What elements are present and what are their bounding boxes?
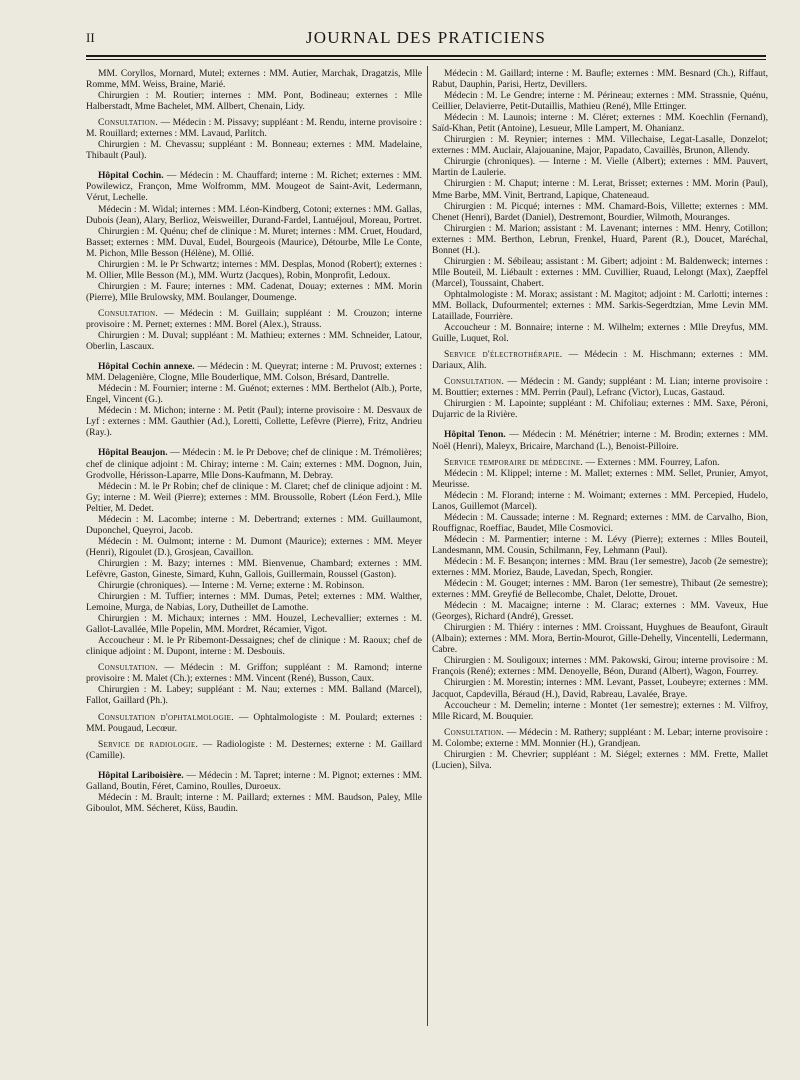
entry-text: Accoucheur : M. Bonnaire; interne : M. Wilhelm; externes : Mlle Dreyfus, MM. Guille, Luquet, Rol. [432, 322, 768, 345]
hospital-entry [86, 361, 422, 383]
entry-text: Chirurgien : M. Thiéry : internes : MM. Croissant, Huyghues de Beaufont, Girault (Albain); externes : MM. Mora, Bertin-Mourot, Gille-Dehelly, Vincentelli, Ledermann, Cabre. [432, 622, 768, 656]
page-header [86, 28, 766, 52]
hospital-name: Hôpital Lariboisière. [98, 769, 184, 781]
hospital-entry [86, 170, 422, 203]
hospital-name: Hôpital Cochin. [98, 170, 164, 182]
hospital-entry [86, 447, 422, 480]
entry-text: — Médecin : M. Chauffard; interne : M. Richet; externes : MM. Powilewicz, Françon, Mme Wolfromm, MM. Mougeot de Saint-Avit, Ledermann, Vérut, Lechelle. [86, 170, 422, 204]
entry-text: Médecin : M. F. Besançon; internes : MM. Brau (1er semestre), Jacob (2e semestre); externes : MM. Moriez, Baude, Lavedan, Spech, Rongier. [432, 555, 768, 579]
staff-entry [432, 468, 768, 490]
service-entry [86, 739, 422, 761]
right-column [432, 68, 768, 771]
staff-entry [86, 226, 422, 259]
entry-text: — Médecin : M. Griffon; suppléant : M. Ramond; interne provisoire : M. Malet (Ch.); externes : MM. Vincent (René), Busson, Caux. [86, 662, 422, 685]
header-rule-thin [86, 59, 766, 60]
staff-entry [432, 655, 768, 677]
entry-text: Chirurgien : M. Routier; internes : MM. Pont, Bodineau; externes : Mlle Halberstadt, Mme Bachelet, MM. Allbert, Chenain, Lidy. [86, 90, 422, 113]
staff-entry [86, 591, 422, 613]
entry-text: — Médecin : M. Rathery; suppléant : M. Lebar; interne provisoire : M. Colombe; externe : MM. Monnier (H.), Grandjean. [432, 726, 768, 749]
staff-entry [432, 322, 768, 344]
service-entry [432, 376, 768, 398]
entry-text: Médecin : M. Launois; interne : M. Cléret; externes : MM. Koechlin (Fernand), Saïd-Khan, Petit (Antoine), Lesueur, Mlle Lampert, M. Ohanianz. [432, 112, 768, 135]
staff-entry [432, 156, 768, 178]
service-heading: Consultation. [98, 662, 159, 674]
staff-entry [86, 330, 422, 352]
staff-entry [432, 90, 768, 112]
staff-entry [432, 289, 768, 322]
service-entry [432, 457, 768, 468]
staff-entry [432, 68, 768, 90]
entry-text: Chirurgien : M. Chevrier; suppléant : M. Siégel; externes : MM. Frette, Mallet (Lucien), Silva. [432, 748, 768, 771]
hospital-entry [432, 429, 768, 451]
entry-text: Chirurgien : M. Duval; suppléant : M. Mathieu; externes : MM. Schneider, Latour, Oberlin, Lascaux. [86, 330, 422, 353]
staff-entry [86, 635, 422, 657]
entry-text: Médecin : M. Michon; interne : M. Petit (Paul); interne provisoire : M. Desvaux de Lyf : externes : MM. Gauthier (Ad.), Loretti, Collette, Lefèvre (Pierre), Fritz, Andrieu (Ray.). [86, 405, 422, 439]
service-entry [86, 662, 422, 684]
staff-entry [432, 556, 768, 578]
staff-entry [86, 68, 422, 90]
staff-entry [432, 622, 768, 655]
entry-text: Chirurgien : M. Sébileau; assistant : M. Gibert; adjoint : M. Baldenweck; internes : Mlle Bouteil, M. Liébault : externes : MM. Cuvillier, Ruaud, Lelongt (Max), Zaepffel (Marcel), Toussaint, Chabert. [432, 255, 768, 289]
service-entry [432, 349, 768, 371]
staff-entry [86, 281, 422, 303]
entry-text: Chirurgien : M. Quénu; chef de clinique : M. Muret; internes : MM. Cruet, Houdard, Basset; externes : MM. Duval, Eudel, Bourgeois (Maurice), Détourbe, Mlle Le Conte, M. Pichon, Mlle Besson (Hélène), M. Ollié. [86, 225, 422, 259]
staff-entry [432, 512, 768, 534]
service-heading: Service de radiologie. [98, 738, 199, 750]
entry-text: — Médecin : M. Ménétrier; interne : M. Brodin; externes : MM. Noël (Henri), Maleyx, Bricaire, Marchand (L.), Benoist-Pilloire. [432, 429, 768, 452]
service-entry [86, 308, 422, 330]
entry-text: Médecin : M. Caussade; interne : M. Regnard; externes : MM. de Carvalho, Bion, Rouffignac, Roeffiac, Baudet, Mlle Cosmovici. [432, 511, 768, 534]
entry-text: Médecin : M. Fournier; interne : M. Guénot; externes : MM. Berthelot (Alb.), Porte, Engel, Vincent (G.). [86, 383, 422, 406]
entry-text: — Radiologiste : M. Desternes; externe : M. Gaillard (Camille). [86, 738, 423, 761]
staff-entry [86, 139, 422, 161]
service-heading: Consultation. [98, 117, 159, 129]
staff-entry [86, 383, 422, 405]
hospital-name: Hôpital Tenon. [444, 429, 506, 441]
entry-text: Chirurgien : M. Michaux; internes : MM. Houzel, Lechevallier; externes : M. Gallot-Lavallée, Mlle Popelin, MM. Mordret, Récamier, Vigot. [86, 613, 422, 636]
entry-text: Chirurgien : M. Chevassu; suppléant : M. Bonneau; externes : MM. Madelaine, Thibault (Paul). [86, 139, 422, 162]
entry-text: Médecin : M. Brault; interne : M. Paillard; externes : MM. Baudson, Paley, Mlle Giboulot, MM. Sécheret, Küss, Baudin. [86, 791, 422, 814]
staff-entry [432, 134, 768, 156]
entry-text: — Ophtalmologiste : M. Poulard; externes : MM. Pougaud, Lecœur. [86, 711, 423, 734]
entry-text: Chirurgien : M. Picqué; internes : MM. Chamard-Bois, Villette; externes : MM. Chenet (Henri), Bardet (Daniel), Destremont, Bourdier, Wilmoth, Mouranges. [432, 200, 768, 223]
hospital-name: Hôpital Cochin annexe. [98, 361, 195, 373]
staff-entry [86, 580, 422, 591]
entry-text: Médecin : M. Florand; interne : M. Woimant; externes : MM. Percepied, Hudelo, Lanos, Guillemot (Marcel). [432, 489, 768, 512]
entry-text: Chirurgien : M. Bazy; internes : MM. Bienvenue, Chambard; externes : MM. Lefèvre, Gaston, Gineste, Simard, Kuhn, Gallois, Guillermain, Roussel (Gaston). [86, 557, 422, 580]
staff-entry [86, 558, 422, 580]
staff-entry [86, 405, 422, 438]
entry-text: Chirurgie (chroniques). — Interne : M. Verne; externe : M. Robinson. [98, 580, 365, 592]
service-heading: Consultation. [98, 307, 159, 319]
entry-text: Médecin : M. Widal; internes : MM. Léon-Kindberg, Cotoni; externes : MM. Gallas, Dubois (Jean), Alary, Berlioz, Weisweiller, Durand-Fardel, Lantuéjoul, Moreau, Portret. [86, 203, 422, 226]
entry-text: Chirurgie (chroniques). — Interne : M. Vielle (Albert); externes : MM. Pauvert, Martin de Laulerie. [432, 156, 768, 179]
entry-text: Médecin : M. Le Gendre; interne : M. Périneau; externes : MM. Strassnie, Quénu, Ceillier, Delavierre, Petit-Dutaillis, Mathieu (René), Mlle Ettinger. [432, 90, 768, 113]
service-heading: Consultation d'ophtalmologie. [98, 711, 234, 723]
entry-text: — Médecin : M. le Pr Debove; chef de clinique : M. Trémolières; chef de clinique adjoint : M. Chiray; interne : M. Cain; externes : MM. Dognon, Juin, Grodvolle, Hérisson-Laparre, Mlle Dons-Kaufmann, M. Debray. [86, 447, 422, 481]
entry-text: — Médecin : M. Hischmann; externes : MM. Dariaux, Alih. [432, 349, 768, 372]
staff-entry [432, 201, 768, 223]
staff-entry [432, 534, 768, 556]
staff-entry [86, 514, 422, 536]
entry-text: Médecin : M. Macaigne; interne : M. Clarac; externes : MM. Vaveux, Hue (Georges), Richard (André), Gresset. [432, 600, 768, 623]
entry-text: Chirurgien : M. Labey; suppléant : M. Nau; externes : MM. Balland (Marcel), Fallot, Gaillard (Ph.). [86, 684, 422, 707]
entry-text: — Médecin : M. Gandy; suppléant : M. Lian; interne provisoire : M. Bouttier; externes : MM. Perrin (Paul), Lefranc (Victor), Lucas, Gastaud. [432, 376, 768, 399]
staff-entry [86, 684, 422, 706]
staff-entry [86, 613, 422, 635]
entry-text: Chirurgien : M. Lapointe; suppléant : M. Chifoliau; externes : MM. Saxe, Péroni, Dujarric de la Rivière. [432, 398, 768, 421]
service-heading: Service temporaire de médecine. [444, 456, 584, 468]
entry-text: Chirurgien : M. Faure; internes : MM. Cadenat, Douay; externes : MM. Morin (Pierre), Mlle Brulowsky, MM. Boulanger, Doumenge. [86, 280, 422, 303]
left-column [86, 68, 422, 814]
entry-text: Chirurgien : M. Tuffier; internes : MM. Dumas, Petel; externes : MM. Walther, Lemoine, Murga, de Nabias, Lory, Dutheillet de Lamothe. [86, 591, 422, 614]
entry-text: — Médecin : M. Tapret; interne : M. Pignot; externes : MM. Galland, Boutin, Féret, Camino, Roulles, Duroeux. [86, 769, 422, 792]
staff-entry [432, 223, 768, 256]
staff-entry [432, 112, 768, 134]
staff-entry [432, 398, 768, 420]
entry-text: — Médecin : M. Pissavy; suppléant : M. Rendu, interne provisoire : M. Rouillard; externes : MM. Lavaud, Parlitch. [86, 117, 422, 140]
entry-text: Chirurgien : M. Marion; assistant : M. Lavenant; internes : MM. Henry, Cotillon; externes : MM. Berthon, Lebrun, Frenkel, Huard, Parent (R.), Doucet, Maréchal, Bonnet (H.). [432, 222, 768, 256]
service-heading: Consultation. [444, 726, 505, 738]
entry-text: Médecin : M. Lacombe; interne : M. Debertrand; externes : MM. Guillaumont, Duponchel, Queyroi, Jacob. [86, 513, 422, 536]
entry-text: Chirurgien : M. Morestin; internes : MM. Levant, Passet, Loubeyre; externes : MM. Jacquot, Capdevilla, Béraud (H.), David, Rabreau, Lavalée, Braye. [432, 677, 768, 700]
staff-entry [432, 178, 768, 200]
staff-entry [432, 600, 768, 622]
entry-text: Chirurgien : M. Reynier; internes : MM. Villechaise, Legat-Lasalle, Donzelot; externes : MM. Auclair, Alajouanine, Major, Papadato, Cavaillès, Brunon, Allendy. [432, 134, 768, 157]
service-entry [86, 117, 422, 139]
entry-text: Ophtalmologiste : M. Morax; assistant : M. Magitot; adjoint : M. Carlotti; internes : MM. Bollack, Dufourmentel; externes : MM. Sarkis-Segerdtzian, Mme Levin MM. Lataillade, Fourrière. [432, 288, 768, 323]
service-heading: Service d'électrothérapie. [444, 349, 563, 361]
entry-text: — Externes : MM. Fourrey, Lafon. [583, 456, 720, 468]
service-heading: Consultation. [444, 376, 505, 388]
staff-entry [432, 677, 768, 699]
service-entry [86, 712, 422, 734]
entry-text: — Médecin : M. Queyrat; interne : M. Pruvost; externes : MM. Delagenière, Clogne, Mlle Bouderlique, MM. Colson, Brésard, Dantrelle. [86, 361, 422, 384]
entry-text: MM. Coryllos, Mornard, Mutel; externes : MM. Autier, Marchak, Dragatzis, Mlle Romme, MM. Weiss, Braine, Marié. [86, 68, 422, 91]
entry-text: Chirurgien : M. Chaput; interne : M. Lerat, Brisset; externes : MM. Morin (Paul), Mme Barbe, MM. Vinit, Bertrand, Lapique, Chateneaud. [432, 178, 768, 201]
entry-text: Médecin : M. Oulmont; interne : M. Dumont (Maurice); externes : MM. Meyer (Henri), Rigoulet (D.), Grosjean, Cavaillon. [86, 535, 422, 558]
entry-text: Chirurgien : M. Souligoux; internes : MM. Pakowski, Girou; interne provisoire : M. François (René); externes : MM. Denoyelle, Béon, Durand (Albert), Wagon, Fourrey. [432, 655, 768, 678]
hospital-name: Hôpital Beaujon. [98, 447, 168, 459]
staff-entry [86, 481, 422, 514]
entry-text: Médecin : M. Gaillard; interne : M. Baufle; externes : MM. Besnard (Ch.), Riffaut, Rabut, Dauphin, Parisi, Hertz, Devillers. [432, 68, 768, 91]
staff-entry [86, 204, 422, 226]
staff-entry [432, 490, 768, 512]
staff-entry [86, 536, 422, 558]
entry-text: Chirurgien : M. le Pr Schwartz; internes : MM. Desplas, Monod (Robert); externes : M. Ollier, Mlle Besson (M.), MM. Wurtz (Jacques), Robin, Monprofit, Ledoux. [86, 258, 422, 281]
service-entry [432, 727, 768, 749]
staff-entry [86, 90, 422, 112]
staff-entry [432, 578, 768, 600]
column-divider [427, 66, 428, 1026]
entry-text: Médecin : M. Parmentier; interne : M. Lévy (Pierre); externes : Mlles Bouteil, Landesmann, MM. Cousin, Schilmann, Fey, Lehmann (Paul). [432, 533, 768, 556]
staff-entry [86, 792, 422, 814]
staff-entry [432, 700, 768, 722]
staff-entry [432, 749, 768, 771]
entry-text: Médecin : M. Gouget; internes : MM. Baron (1er semestre), Thibaut (2e semestre); externes : MM. Greyfié de Bellecombe, Chalet, Delotte, Drouet. [432, 578, 768, 601]
entry-text: — Médecin : M. Guillain; suppléant : M. Crouzon; interne provisoire : M. Pernet; externes : MM. Borel (Alex.), Strauss. [86, 307, 422, 330]
entry-text: Accoucheur : M. Demelin; interne : Montet (1er semestre); externes : M. Vilfroy, Mlle Ricard, M. Bouquier. [432, 699, 768, 722]
entry-text: Médecin : M. le Pr Robin; chef de clinique : M. Claret; chef de clinique adjoint : M. Gy; interne : M. Weil (Pierre); externes : MM. Broussolle, Robert (Léon Ferd.), Mlle Peltier, M. Dedet. [86, 480, 422, 514]
page-folio: II [86, 30, 95, 45]
entry-text: Médecin : M. Klippel; interne : M. Mallet; externes : MM. Sellet, Prunier, Amyot, Meurisse. [432, 467, 768, 490]
hospital-entry [86, 770, 422, 792]
staff-entry [86, 259, 422, 281]
staff-entry [432, 256, 768, 289]
header-rule-thick [86, 55, 766, 57]
entry-text: Accoucheur : M. le Pr Ribemont-Dessaignes; chef de clinique : M. Raoux; chef de clinique adjoint : M. Dupont, interne : M. Desbouis. [86, 635, 422, 658]
journal-title: JOURNAL DES PRATICIENS [305, 28, 547, 47]
